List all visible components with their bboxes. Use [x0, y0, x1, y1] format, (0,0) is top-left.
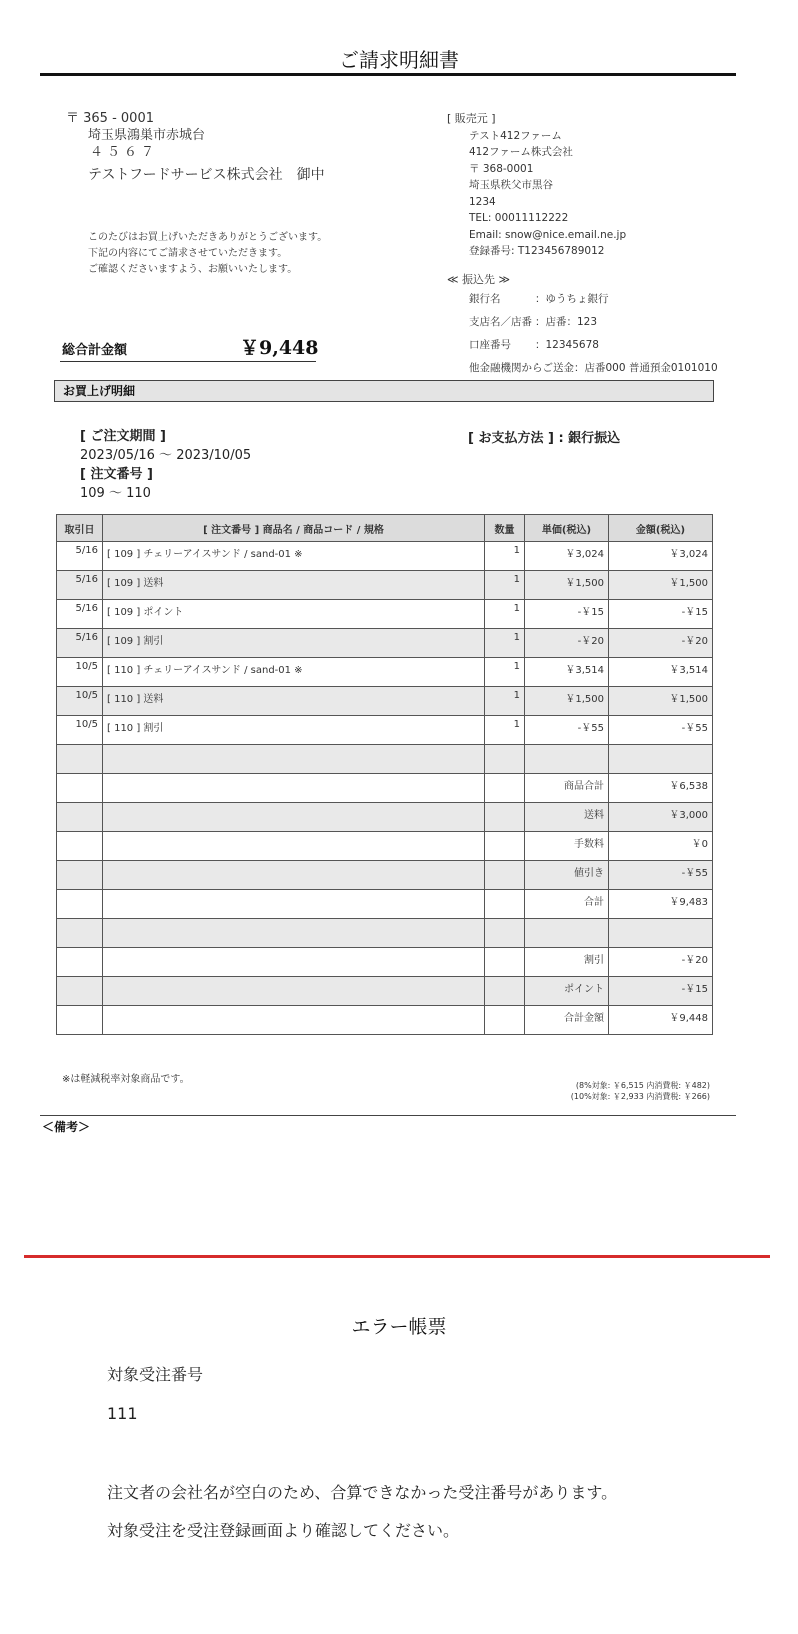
section-title: お買上げ明細 — [54, 380, 714, 402]
header-qty: 数量 — [485, 515, 525, 542]
summary-row — [57, 977, 713, 1006]
row-amount: ￥1,500 — [609, 687, 713, 716]
table-header-row — [57, 515, 713, 542]
error-message-1: 注文者の会社名が空白のため、合算できなかった受注番号があります。 — [107, 1483, 618, 1502]
row-qty: 1 — [485, 716, 525, 745]
order-period-label: [ ご注文期間 ] — [80, 429, 166, 444]
row-item: [ 109 ] ポイント — [103, 600, 485, 629]
order-number-label: [ 注文番号 ] — [80, 467, 153, 482]
order-period-value: 2023/05/16 ～ 2023/10/05 — [80, 448, 252, 463]
remarks-divider — [40, 1115, 736, 1116]
recipient-zip: 〒 365 - 0001 — [66, 111, 154, 126]
seller-tel: TEL: 00011112222 — [469, 212, 569, 224]
bank-account-key: 口座番号 — [469, 339, 511, 351]
bank-other: 他金融機関からご送金：店番000 普通預金0101010 — [469, 362, 718, 374]
recipient-address-line2: ４５６７ — [90, 145, 159, 160]
order-info — [80, 427, 251, 503]
row-qty: 1 — [485, 687, 525, 716]
error-order-label: 対象受注番号 — [107, 1365, 204, 1384]
summary-row — [57, 861, 713, 890]
greeting — [88, 230, 327, 278]
seller-address: 埼玉県秩父市黒谷 — [469, 179, 553, 191]
row-date: 5/16 — [57, 571, 103, 600]
recipient-company: テストフードサービス株式会社 御中 — [88, 167, 325, 183]
summary-value — [609, 745, 713, 774]
summary-value: -￥15 — [609, 977, 713, 1006]
header-unit-price: 単価(税込) — [525, 515, 609, 542]
table-row — [57, 571, 713, 600]
table-row — [57, 716, 713, 745]
row-item: [ 109 ] 割引 — [103, 629, 485, 658]
seller-address2: 1234 — [469, 195, 496, 208]
summary-label: 商品合計 — [525, 774, 609, 803]
row-unit-price: ￥1,500 — [525, 571, 609, 600]
seller-company: 412ファーム株式会社 — [469, 146, 573, 158]
error-message-2: 対象受注を受注登録画面より確認してください。 — [107, 1521, 460, 1540]
summary-label: 合計 — [525, 890, 609, 919]
seller-heading: [ 販売元 ] — [447, 112, 496, 125]
table-row — [57, 658, 713, 687]
row-date: 5/16 — [57, 542, 103, 571]
summary-row — [57, 890, 713, 919]
bank-name-key: 銀行名 — [469, 293, 501, 305]
error-title: エラー帳票 — [351, 1316, 447, 1338]
summary-row — [57, 948, 713, 977]
row-unit-price: -￥15 — [525, 600, 609, 629]
table-row — [57, 629, 713, 658]
row-date: 10/5 — [57, 658, 103, 687]
tax-8-percent: (8%対象: ￥6,515 内消費税: ￥482) — [575, 1081, 710, 1090]
seller-info — [447, 111, 626, 260]
grand-total-value: ￥9,448 — [240, 337, 319, 359]
row-item: [ 109 ] チェリーアイスサンド / sand-01 ※ — [103, 542, 485, 571]
summary-value: -￥20 — [609, 948, 713, 977]
summary-row — [57, 1006, 713, 1035]
summary-value: ￥9,448 — [609, 1006, 713, 1035]
summary-label: 割引 — [525, 948, 609, 977]
bank-branch-key: 支店名／店番 — [469, 316, 532, 328]
row-qty: 1 — [485, 542, 525, 571]
row-qty: 1 — [485, 658, 525, 687]
row-amount: ￥3,024 — [609, 542, 713, 571]
row-unit-price: ￥3,024 — [525, 542, 609, 571]
bank-name-row — [469, 291, 609, 306]
grand-total-underline — [60, 361, 316, 362]
summary-label — [525, 745, 609, 774]
summary-value: -￥55 — [609, 861, 713, 890]
row-item: [ 109 ] 送料 — [103, 571, 485, 600]
summary-row — [57, 774, 713, 803]
items-table — [56, 514, 713, 1035]
summary-label: 送料 — [525, 803, 609, 832]
summary-label: 値引き — [525, 861, 609, 890]
row-amount: -￥20 — [609, 629, 713, 658]
greeting-line: このたびはお買上げいただきありがとうございます。 — [88, 232, 328, 243]
grand-total-label: 総合計金額 — [62, 343, 128, 358]
row-item: [ 110 ] 送料 — [103, 687, 485, 716]
bank-account-row — [469, 337, 599, 352]
bank-heading: ≪ 振込先 ≫ — [447, 273, 511, 286]
greeting-line: 下記の内容にてご請求させていただきます。 — [88, 248, 288, 259]
summary-row — [57, 832, 713, 861]
remarks-label: ＜備考＞ — [42, 1120, 91, 1134]
row-qty: 1 — [485, 571, 525, 600]
bank-branch-value: ：店番：123 — [535, 316, 598, 328]
order-number-value: 109 ～ 110 — [80, 486, 151, 501]
table-row — [57, 542, 713, 571]
seller-registration: 登録番号: T123456789012 — [469, 245, 605, 257]
row-unit-price: -￥20 — [525, 629, 609, 658]
row-date: 10/5 — [57, 716, 103, 745]
row-date: 10/5 — [57, 687, 103, 716]
tax-10-percent: (10%対象: ￥2,933 内消費税: ￥266) — [570, 1092, 710, 1101]
row-date: 5/16 — [57, 600, 103, 629]
row-amount: ￥3,514 — [609, 658, 713, 687]
row-unit-price: ￥1,500 — [525, 687, 609, 716]
recipient-address-line1: 埼玉県鴻巣市赤城台 — [88, 128, 206, 143]
recipient-address — [66, 110, 325, 184]
summary-value: ￥3,000 — [609, 803, 713, 832]
reduced-tax-note: ※は軽減税率対象商品です。 — [62, 1074, 190, 1085]
bank-account-value: ：12345678 — [535, 339, 599, 351]
row-unit-price: -￥55 — [525, 716, 609, 745]
row-item: [ 110 ] チェリーアイスサンド / sand-01 ※ — [103, 658, 485, 687]
bank-branch-row — [469, 314, 597, 329]
seller-shop: テスト412ファーム — [469, 129, 562, 142]
greeting-line: ご確認くださいますよう、お願いいたします。 — [88, 264, 298, 275]
header-amount: 金額(税込) — [609, 515, 713, 542]
seller-email: Email: snow@nice.email.ne.jp — [469, 228, 627, 241]
row-amount: ￥1,500 — [609, 571, 713, 600]
row-amount: -￥15 — [609, 600, 713, 629]
title-divider — [40, 73, 736, 76]
summary-label: 手数料 — [525, 832, 609, 861]
summary-row — [57, 745, 713, 774]
summary-row — [57, 919, 713, 948]
row-unit-price: ￥3,514 — [525, 658, 609, 687]
row-qty: 1 — [485, 629, 525, 658]
summary-value: ￥6,538 — [609, 774, 713, 803]
bank-name-value: ：ゆうちょ銀行 — [535, 293, 609, 305]
row-item: [ 110 ] 割引 — [103, 716, 485, 745]
summary-label: 合計金額 — [525, 1006, 609, 1035]
summary-label — [525, 919, 609, 948]
summary-value — [609, 919, 713, 948]
document-title: ご請求明細書 — [339, 48, 459, 72]
table-row — [57, 600, 713, 629]
row-qty: 1 — [485, 600, 525, 629]
row-amount: -￥55 — [609, 716, 713, 745]
payment-method: [ お支払方法 ] : 銀行振込 — [468, 431, 621, 446]
error-separator — [24, 1255, 770, 1258]
row-date: 5/16 — [57, 629, 103, 658]
tax-breakdown — [520, 1080, 710, 1102]
summary-value: ￥9,483 — [609, 890, 713, 919]
summary-row — [57, 803, 713, 832]
error-order-number: 111 — [107, 1404, 138, 1423]
summary-value: ￥0 — [609, 832, 713, 861]
seller-zip: 〒 368-0001 — [469, 162, 534, 175]
header-date: 取引日 — [57, 515, 103, 542]
table-row — [57, 687, 713, 716]
header-item: [ 注文番号 ] 商品名 / 商品コード / 規格 — [103, 515, 485, 542]
summary-label: ポイント — [525, 977, 609, 1006]
